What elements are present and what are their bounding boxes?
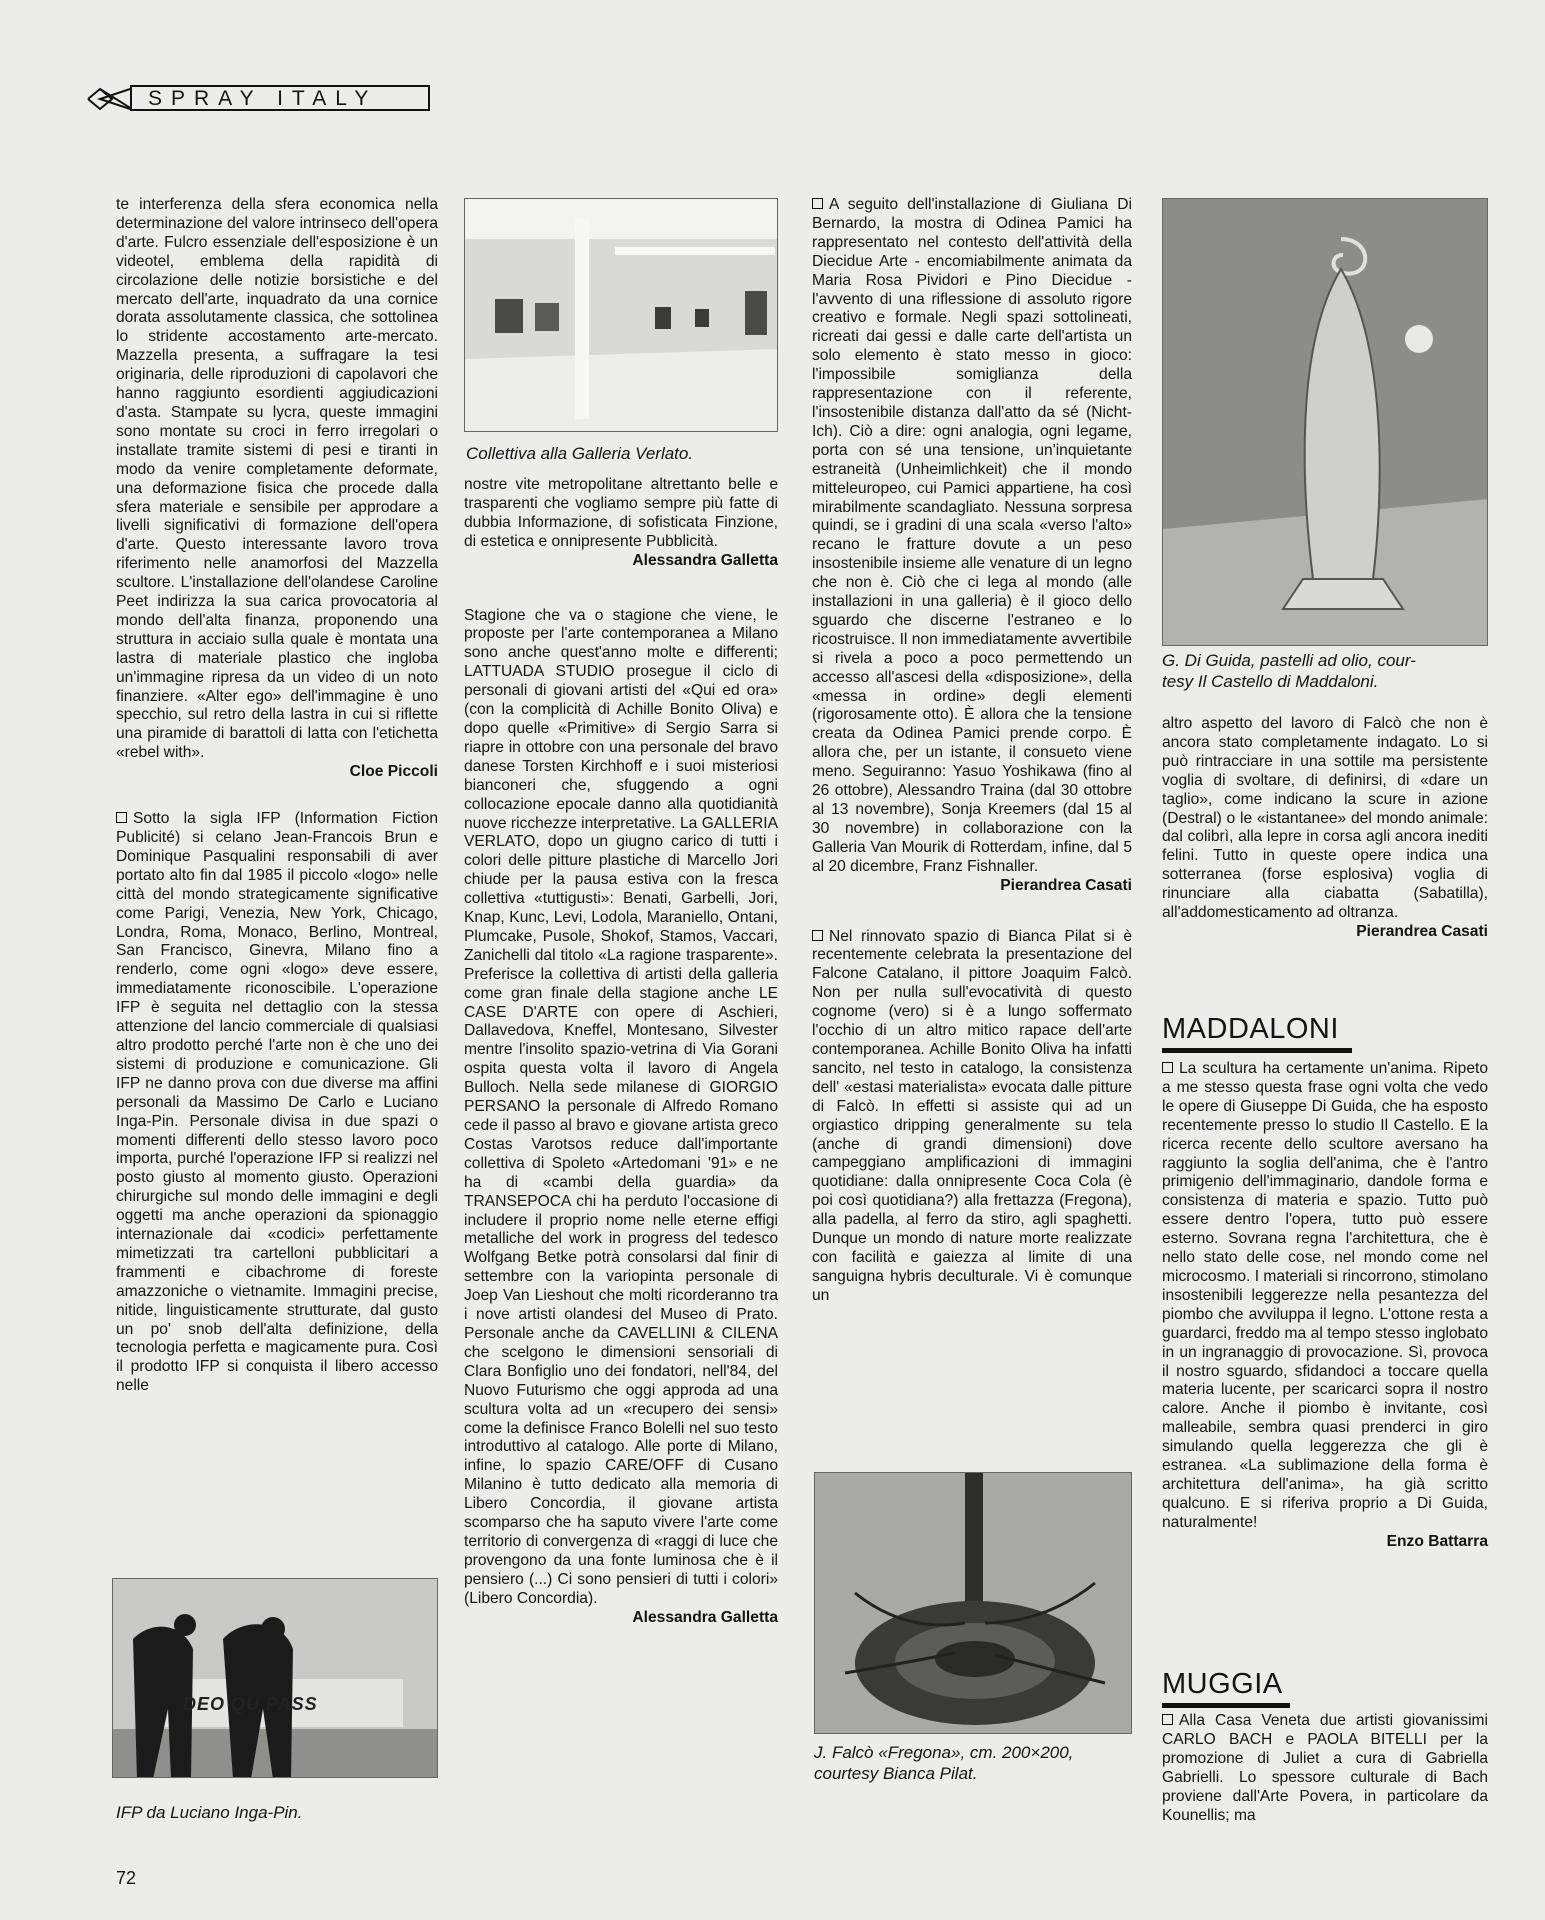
gallery-interior-image xyxy=(465,199,778,432)
ifp-figures-image xyxy=(113,1579,438,1778)
square-bullet-icon xyxy=(1162,1062,1173,1073)
photo-caption xyxy=(814,1742,1132,1784)
article-text: La scultura ha certamente un'anima. Ripeto a me stesso questa frase ogni volta che vedo le opere di Giuseppe Di Guida, che ha esposto recentemente presso lo studio Il Castello. E la ricerca recente dello scultore aversano ha raggiunto la soglia dell'anima, che è l'antro primigenio dell'immaginario, dandole forma e consistenza di materia e spazio. Tutto può essere dentro l'opera, tutto può essere esterno. Sovrana regna l'architettura, che è nello stato delle cose, nel mondo come nel microcosmo. I materiali si rincorrono, stimolano insostenibili leggerezze nella pesantezza del piombo che avviluppa il legno. L'ottone resta a guardarci, freddo ma al tempo stesso inglobato in un ingranaggio di provocazione. Sì, provoca il nostro sguardo, sfidandoci a toccare quella materia lucente, per scaricarci sopra il nostro calore. Anche il piombo è invitante, così malleabile, sembra quasi prenderci in giro simulando quella leggerezza che gli è estranea. «La sublimazione della forma è architettura dell'anima», ha già scritto qualcuno. E si riferiva proprio a Di Guida, naturalmente! xyxy=(1162,1060,1488,1531)
author-signature: Alessandra Galletta xyxy=(632,1608,778,1626)
photo-caption xyxy=(1162,650,1488,692)
banner-text: DEO QU PASS xyxy=(183,1694,318,1714)
x-diamond-icon xyxy=(86,87,132,111)
article-text: Nel rinnovato spazio di Bianca Pilat si è recentemente celebrata la presentazione del Falcone Catalano, il pittore Joaquim Falcò. Non per nulla sull'evocatività di questo cognome (vero) si è a lungo soffermato l'occhio di un altro mitico rapace dell'arte contemporanea. Achille Bonito Oliva ha infatti sancito, nel testo in catalogo, la consistenza dell' «estasi materialista» evocata dalle pitture di Falcò. In effetti si assiste qui ad un orgiastico dripping generalmente su tela (anche di grandi dimensioni) dove campeggiano amplificazioni di immagini quotidiane: dalla onnipresente Coca Cola (è poi così quotidiana?) alla frettazza (Fregona), alla padella, al ferro da stiro, agli spaghetti. Dunque un mondo di nature morte realizzate con facilità e gaiezza al limite di una sanguigna hybris deculturale. Vi è comunque un xyxy=(812,927,1132,1304)
article-text: te interferenza della sfera economica nella determinazione del valore intrinseco dell'opera d'arte. Fulcro essenziale dell'esposizione è un videotel, emblema della rapidità di circolazione delle notizie borsistiche e del mercato dell'arte, inquadrato da una cornice dorata assolutamente classica, che sottolinea lo stridente accostamento arte-mercato. Mazzella presenta, a suffragare la tesi originaria, delle riproduzioni di capolavori che hanno raggiunto esordienti aggiudicazioni d'asta. Stampate su lycra, queste immagini sono montate su croci in ferro irregolari o installate tramite sistemi di pesi e tiranti in modo da venire completamente deformate, una deformazione fisica che procede dalla sfera materiale e sensibile per approdare a livelli significativi di formazione dell'opera d'arte. Questo interessante lavoro trova riferimento nelle anamorfosi del Mazzella scultore. L'installazione dell'olandese Caroline Peet indirizza la sua carica provocatoria al mondo dell'alta finanza, proponendo una struttura in acciaio sulla quale è montata una lastra di materiale plastico che ingloba un'immagine ripresa da un video di un noto finanziere. «Alter ego» dell'immagine è uno specchio, sul retro della lastra in cui si riflette una piramide di barattoli di latta con l'etichetta «rebel with». xyxy=(116,196,443,762)
fregona-painting-image xyxy=(815,1473,1132,1734)
author-signature: Cloe Piccoli xyxy=(349,763,438,781)
article-text: Alla Casa Veneta due artisti giovanissimi CARLO BACH e PAOLA BITELLI per la promozione di Juliet a cura di Gabriella Gabrielli. Lo spessore culturale di Bach proviene dall'Arte Povera, in particolare da Kounellis; ma xyxy=(1162,1712,1488,1824)
square-bullet-icon xyxy=(116,812,127,823)
author-signature: Enzo Battarra xyxy=(1386,1532,1488,1550)
author-signature: Pierandrea Casati xyxy=(1356,922,1488,940)
photo-caption: Collettiva alla Galleria Verlato. xyxy=(466,444,694,463)
article-text: nostre vite metropolitane altrettanto belle e trasparenti che vogliamo sempre più fatte di dubbia Informazione, di sofisticata Finzione, di estetica e onnipresente Pubblicità. xyxy=(464,476,783,550)
author-signature: Pierandrea Casati xyxy=(1000,876,1132,894)
ifp-photo xyxy=(112,1578,438,1778)
muggia-heading xyxy=(1162,1668,1290,1708)
heading-bar xyxy=(1162,1703,1290,1708)
page-number: 72 xyxy=(116,1868,137,1888)
square-bullet-icon xyxy=(812,198,823,209)
caption-line: G. Di Guida, pastelli ad olio, cour- xyxy=(1162,651,1416,670)
article-text: altro aspetto del lavoro di Falcò che non è ancora stato completamente indagato. Lo si può rintracciare in una sottile ma persistente voglia di svoltare, di definirsi, di «dare un taglio», come indicano la scure in azione (Destral) o le «istantanee» del mondo animale: dal colibrì, alla lepre in corsa agli ancora inediti felini. Tutto in queste opere indica una sotterranea (forse esplosiva) voglia di rinunciare alla ciabatta (Sabatilla), all'addomesticamento ad oltranza. xyxy=(1162,715,1493,922)
heading-text: MUGGIA xyxy=(1162,1668,1283,1700)
article-text: Sotto la sigla IFP (Information Fiction Publicité) si celano Jean-Francois Brun e Dominique Pasqualini responsabili di aver portato alto fin dal 1985 il piccolo «logo» nelle città del mondo strategicamente significative come Parigi, Venezia, New York, Chicago, Londra, Roma, Monaco, Berlino, Montreal, San Francisco, Ginevra, Milano fino a renderlo, come ogni «logo» deve essere, immediatamente riconoscibile. L'operazione IFP è seguita nel dettaglio con la stessa attenzione del lancio commerciale di qualsiasi altro prodotto perché l'arte non è che uno dei sistemi di produzione e comunicazione. Gli IFP ne danno prova con due diverse ma affini personali da Massimo De Carlo e Luciano Inga-Pin. Personale divisa in due spazi o momenti differenti dello stesso lavoro poco importa, purché l'operazione IFP si realizzi nel posto giusto al momento giusto. Operazioni chirurgiche sul mondo delle immagini e degli oggetti ma anche operazioni da spionaggio internazionale dai «codici» perfettamente mimetizzati tra cartelloni pubblicitari a frammenti e cibachrome di foreste amazzoniche o vietnamite. Immagini precise, nitide, linguisticamente strutturate, dal gusto un po' snob dell'alta definizione, della tecnologia perfetta e magicamente pura. Così il prodotto IFP si conquista il libero accesso nelle xyxy=(116,810,438,1395)
maddaloni-article xyxy=(1162,1060,1488,1552)
section-header xyxy=(86,85,432,113)
heading-bar xyxy=(1162,1048,1352,1053)
column-3 xyxy=(812,196,1132,1306)
caption-line: tesy Il Castello di Maddaloni. xyxy=(1162,672,1379,691)
gallery-photo xyxy=(464,198,778,432)
heading-text: MADDALONI xyxy=(1162,1013,1339,1045)
author-signature: Alessandra Galletta xyxy=(632,551,778,569)
caption-line: courtesy Bianca Pilat. xyxy=(814,1764,978,1783)
diguida-photo xyxy=(1162,198,1488,646)
maddaloni-heading xyxy=(1162,1013,1352,1053)
sculpture-drawing-image xyxy=(1163,199,1488,646)
caption-line: J. Falcò «Fregona», cm. 200×200, xyxy=(814,1743,1074,1762)
square-bullet-icon xyxy=(812,930,823,941)
column-2 xyxy=(464,476,783,1627)
falco-photo xyxy=(814,1472,1132,1734)
column-4 xyxy=(1162,715,1493,942)
article-text: Stagione che va o stagione che viene, le proposte per l'arte contemporanea a Milano sono anche quest'anno molte e differenti; LATTUADA STUDIO prosegue il ciclo di personali di giovani artisti del «Qui ed ora» (con la complicità di Achille Bonito Oliva) e dopo quelle «Primitive» di Sergio Sarra si riapre in ottobre con una personale del bravo danese Torsten Kirchhoff e i suoi misteriosi bianconeri che, sfuggendo a ogni collocazione epocale danno alla quotidianità nuove ricchezze interpretative. La GALLERIA VERLATO, dopo un giugno carico di tutti i colori delle pitture plastiche di Marcello Jori chiude per la pausa estiva con la fresca collettiva «tuttigusti»: Benati, Garbelli, Jori, Knap, Kunc, Levi, Lodola, Maraniello, Ontani, Plumcake, Pusole, Shokof, Stamos, Vaccari, Zanichelli dal titolo «La ragione trasparente». Preferisce la collettiva di artisti della galleria come gran finale della stagione anche LE CASE D'ARTE con opere di Aschieri, Dallavedova, Kneffel, Montesano, Silvester mentre l'insolito spazio-vetrina di Via Gorani ospita questa volta il lavoro di Angela Bulloch. Nella sede milanese di GIORGIO PERSANO la personale di Alfredo Romano cede il passo al bravo e giovane artista greco Costas Varotsos reduce dall'importante collettiva di Spoleto «Artedomani '91» e ne ha di «cambi della guardia» da TRANSEPOCA chi ha perduto l'occasione di includere il proprio nome nelle eterne effigi metalliche del work in progress del tedesco Wolfgang Betke potrà consolarsi dal finir di settembre con la variopinta personale di Joep Van Lieshout che molti ricorderanno tra i nove artisti olandesi del Museo di Prato. Personale anche da CAVELLINI & CILENA che scelgono le dimensioni sensoriali di Clara Bonfiglio uno dei fondatori, nell'84, del Nuovo Futurismo che oggi approda ad una scultura volta ad un «recupero dei sensi» come la definisce Franco Bolelli nel suo testo introduttivo al catalogo. Alle porte di Milano, infine, lo spazio CARE/OFF di Cusano Milanino è tutto dedicato alla memoria di Libero Concordia, il giovane artista scomparso che ha saputo vivere l'arte come territorio di convergenza di «raggi di luce che provengono da una fonte luminosa che è il pensiero (...) Ci sono pensieri di tutti i colori» (Libero Concordia). xyxy=(464,606,783,1607)
article-text: A seguito dell'installazione di Giuliana Di Bernardo, la mostra di Odinea Pamici ha rappresentato nel contesto dell'attività della Diecidue Arte - encomiabilmente animata da Maria Rosa Pividori e Pino Diecidue - l'avvento di una riflessione di assoluto rigore creativo e formale. Negli spazi sottolineati, ricreati dai gessi e dalle carte dell'artista un solo elemento è stato messo in gioco: l'impossibile somiglianza della rappresentazione con il referente, l'insostenibile distanza dall'atto da sé (Nicht-Ich). Ciò a dire: ogni analogia, ogni legame, porta con sé una tensione, un'inquietante estraneità (Unheimlichkeit) che il mondo mitteleuropeo, cui Pamici appartiene, ha così mirabilmente scandagliato. Nessuna sorpresa quindi, se i gradini di una scala «verso l'alto» recano le fratture dovute a un peso insostenibile insieme alle venature di un legno che non è. Ciò che ci lega al mondo (alle installazioni in una galleria) è il gioco dello sguardo che discerne l'estraneo e lo ricostruisce. Il non immediatamente avvertibile si rivela a poco a poco permettendo un accesso all'ascesi della «disposizione», della «messa in ordine» degli elementi (rigorosamente otto). È allora che la tensione creata da Odinea Pamici prende corpo. È allora che, per un istante, il consueto viene meno. Seguiranno: Yasuo Yoshikawa (fino al 26 ottobre), Alessandro Traina (dal 30 ottobre al 13 novembre), Sonja Kreemers (dal 15 al 30 novembre) in collaborazione con la Galleria Van Mourik di Rotterdam, infine, dal 5 al 20 dicembre, Franz Fishnaller. xyxy=(812,196,1132,875)
photo-caption: IFP da Luciano Inga-Pin. xyxy=(116,1803,303,1822)
square-bullet-icon xyxy=(1162,1714,1173,1725)
column-1 xyxy=(116,196,443,1396)
muggia-article xyxy=(1162,1712,1488,1825)
section-label: SPRAY ITALY xyxy=(130,85,430,111)
